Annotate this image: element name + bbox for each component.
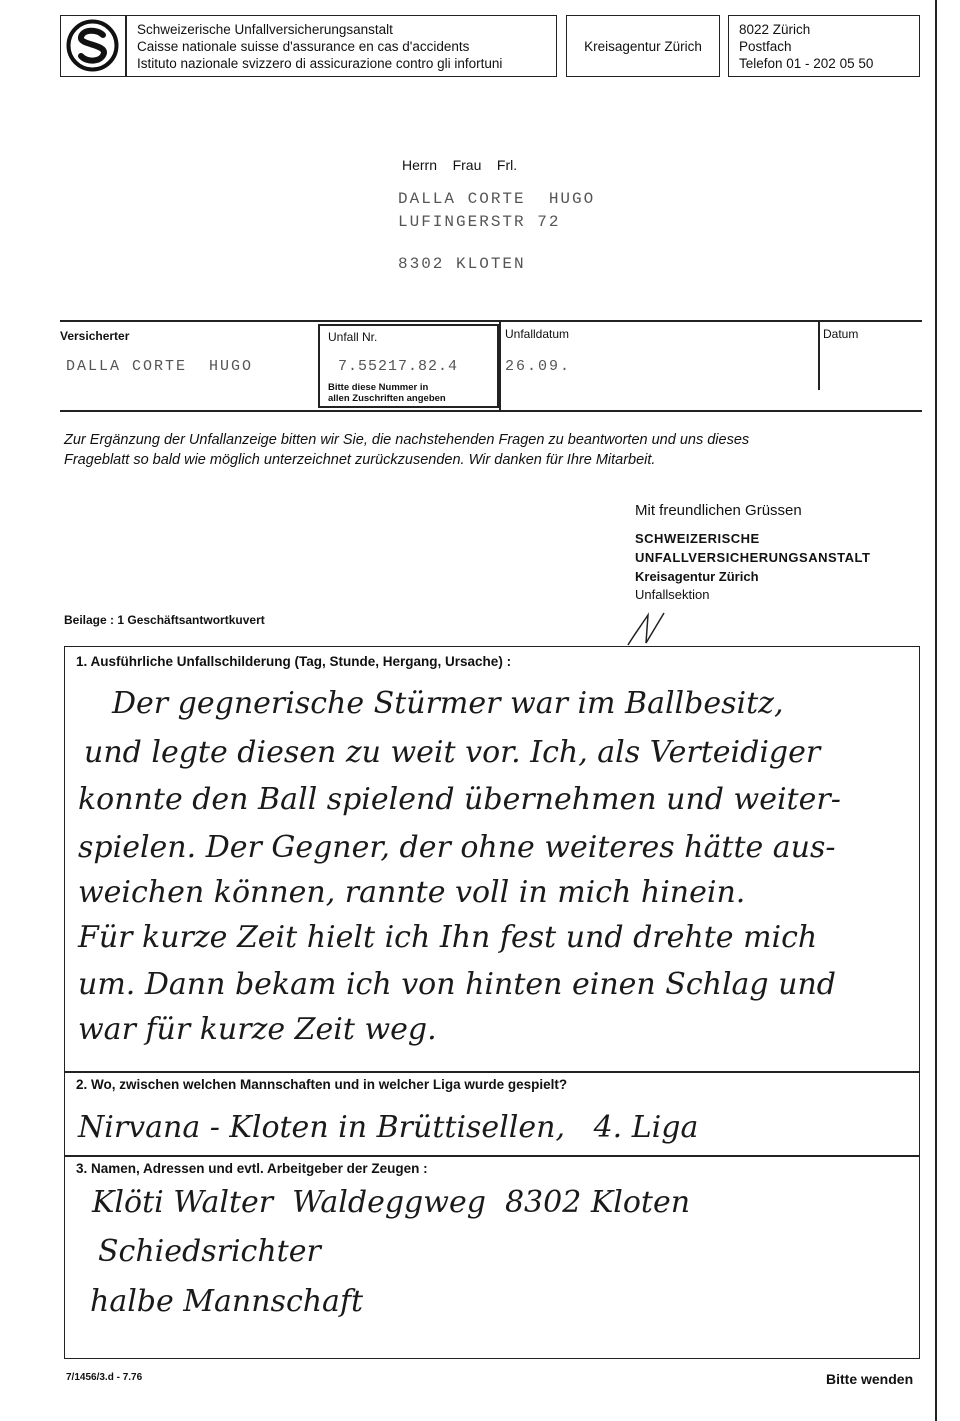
accident-number-value: 7.55217.82.4 (338, 358, 459, 375)
insured-value: DALLA CORTE HUGO (66, 358, 254, 375)
agency-box (566, 15, 720, 77)
turn-over-note: Bitte wenden (826, 1371, 914, 1387)
accident-number-label: Unfall Nr. (328, 330, 378, 344)
accident-date-value: 26.09. (505, 358, 572, 375)
institution-name-de: Schweizerische Unfallversicherungsanstalt (137, 22, 393, 37)
field-row-bottom-rule (60, 410, 922, 412)
recipient-city: 8302 KLOTEN (398, 255, 526, 273)
answer-3-line-1: Klöti Walter Waldeggweg 8302 Kloten (92, 1185, 691, 1220)
closing-org-line-1: SCHWEIZERISCHE (635, 531, 760, 546)
institution-name-fr: Caisse nationale suisse d'assurance en cas d'accidents (137, 39, 470, 54)
closing-agency: Kreisagentur Zürich (635, 569, 759, 584)
answer-1-line-3: konnte den Ball spielend übernehmen und weiter- (78, 782, 841, 817)
contact-box (728, 15, 920, 77)
answer-1-line-4: spielen. Der Gegner, der ohne weiteres hätte aus- (78, 830, 836, 865)
logo-box (60, 15, 126, 77)
contact-city: 8022 Zürich (739, 22, 811, 37)
field-row-top-rule (60, 320, 922, 322)
intro-line-2: Frageblatt so bald wie möglich unterzeichnet zurückzusenden. Wir danken für Ihre Mitarbeit. (64, 452, 656, 468)
answer-3-line-2: Schiedsrichter (98, 1234, 321, 1269)
closing-section: Unfallsektion (635, 587, 710, 602)
institution-name-it: Istituto nazionale svizzero di assicurazione contro gli infortuni (137, 56, 503, 71)
accident-date-divider (499, 320, 501, 410)
answer-1-line-6: Für kurze Zeit hielt ich Ihn fest und drehte mich (78, 920, 818, 955)
signature-initial-icon (620, 605, 680, 650)
answer-1-line-2: und legte diesen zu weit vor. Ich, als Verteidiger (84, 735, 821, 770)
insured-label: Versicherter (60, 329, 130, 343)
closing-org-line-2: UNFALLVERSICHERUNGSANSTALT (635, 550, 871, 565)
recipient-name: DALLA CORTE HUGO (398, 190, 596, 208)
question-3-label: 3. Namen, Adressen und evtl. Arbeitgeber der Zeugen : (76, 1161, 428, 1176)
accident-number-box (318, 324, 499, 408)
answer-1-line-5: weichen können, rannte voll in mich hinein. (78, 875, 746, 910)
institution-box (126, 15, 557, 77)
contact-postbox: Postfach (739, 39, 792, 54)
enclosure-note: Beilage : 1 Geschäftsantwortkuvert (64, 613, 265, 627)
page-right-edge (935, 0, 937, 1421)
question-2-divider (64, 1071, 920, 1073)
answer-1-line-7: um. Dann bekam ich von hinten einen Schlag und (78, 967, 837, 1002)
contact-phone: Telefon 01 - 202 05 50 (739, 56, 874, 71)
question-2-label: 2. Wo, zwischen welchen Mannschaften und in welcher Liga wurde gespielt? (76, 1077, 568, 1092)
answer-3-line-3: halbe Mannschaft (90, 1284, 364, 1319)
closing-greeting: Mit freundlichen Grüssen (635, 502, 802, 519)
answer-1-line-1: Der gegnerische Stürmer war im Ballbesitz, (112, 686, 784, 721)
form-code: 7/1456/3.d - 7.76 (66, 1372, 143, 1383)
salutation-options: Herrn Frau Frl. (402, 157, 518, 173)
question-3-divider (64, 1155, 920, 1157)
accident-number-note-2: allen Zuschriften angeben (328, 393, 446, 404)
accident-date-label: Unfalldatum (505, 327, 570, 341)
recipient-street: LUFINGERSTR 72 (398, 213, 561, 231)
date-label: Datum (823, 327, 859, 341)
intro-line-1: Zur Ergänzung der Unfallanzeige bitten wir Sie, die nachstehenden Fragen zu beantworten und uns dieses (64, 432, 750, 448)
suva-logo-icon (61, 16, 124, 75)
answer-2-line-1: Nirvana - Kloten in Brüttisellen, 4. Liga (78, 1110, 699, 1145)
answer-1-line-8: war für kurze Zeit weg. (78, 1012, 437, 1047)
question-1-label: 1. Ausführliche Unfallschilderung (Tag, Stunde, Hergang, Ursache) : (76, 654, 512, 669)
date-divider (818, 320, 820, 390)
agency-name: Kreisagentur Zürich (584, 38, 702, 54)
accident-number-note-1: Bitte diese Nummer in (328, 382, 429, 393)
